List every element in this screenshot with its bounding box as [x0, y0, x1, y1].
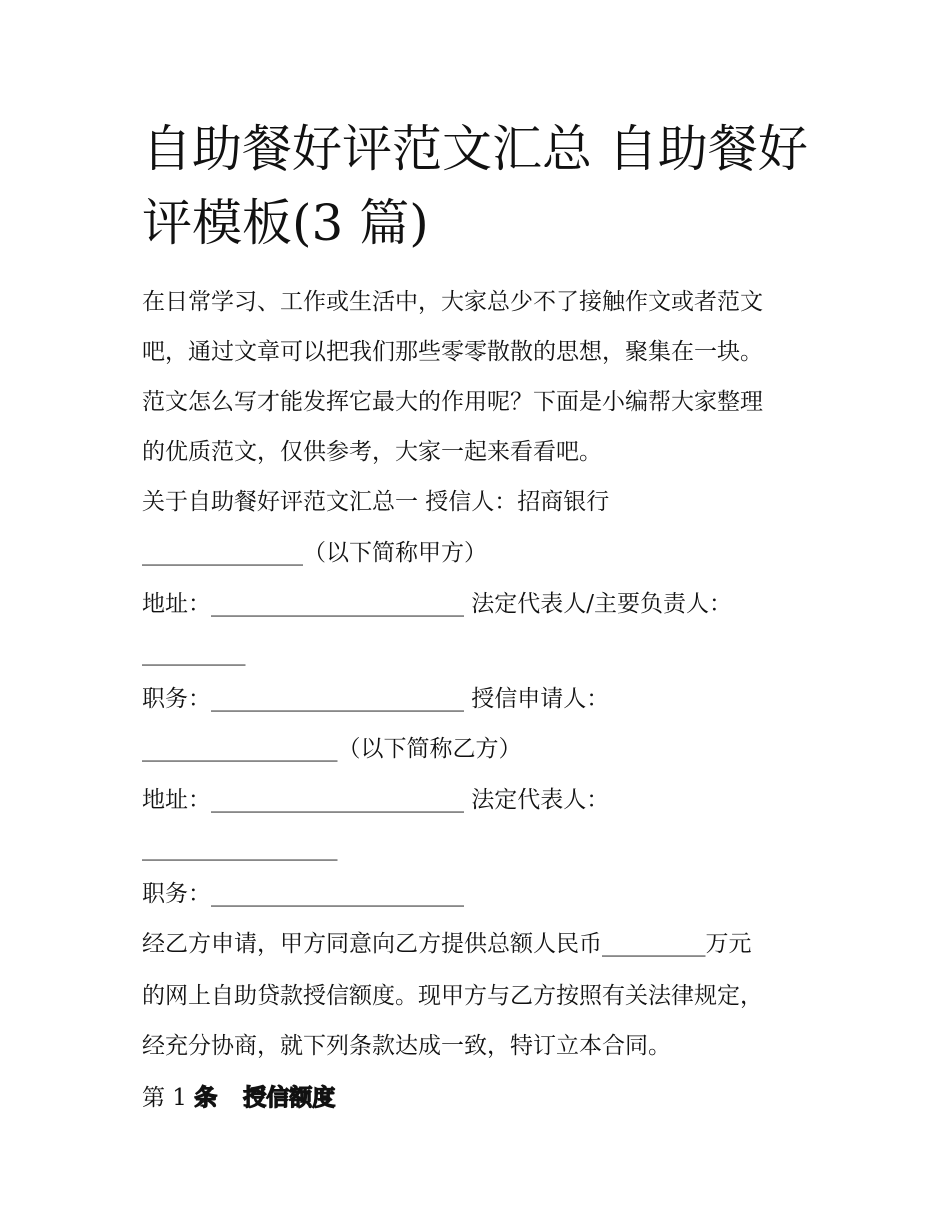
body-line-1: 在日常学习、工作或生活中，大家总少不了接触作文或者范文 — [142, 289, 763, 315]
body-line-2: 吧，通过文章可以把我们那些零零散散的思想，聚集在一块。 — [142, 339, 763, 365]
body-line-12: _________________ — [142, 835, 338, 861]
body-line-7: 地址：______________________ 法定代表人/主要负责人： — [142, 591, 733, 617]
body-line-13: 职务：______________________ — [142, 881, 464, 907]
article-heading — [142, 1082, 335, 1114]
body-line-15: 的网上自助贷款授信额度。现甲方与乙方按照有关法律规定， — [142, 983, 763, 1009]
body-line-14: 经乙方申请，甲方同意向乙方提供总额人民币_________万元 — [142, 931, 752, 957]
article-prefix: 第 1 — [142, 1085, 195, 1111]
body-line-9: 职务：______________________ 授信申请人： — [142, 686, 610, 712]
body-line-6: ______________（以下简称甲方） — [142, 540, 487, 566]
body-line-8: _________ — [142, 640, 246, 666]
body-line-4: 的优质范文，仅供参考，大家一起来看看吧。 — [142, 439, 602, 465]
article-heading-text: 授信额度 — [243, 1084, 336, 1111]
body-line-3: 范文怎么写才能发挥它最大的作用呢？下面是小编帮大家整理 — [142, 389, 763, 415]
body-line-10: _________________（以下简称乙方） — [142, 736, 522, 762]
document-title: 自助餐好评范文汇总 自助餐好评模板(3 篇) — [142, 120, 808, 252]
body-line-11: 地址：______________________ 法定代表人： — [142, 787, 610, 813]
article-char: 条 — [194, 1084, 218, 1111]
body-line-16: 经充分协商，就下列条款达成一致，特订立本合同。 — [142, 1033, 671, 1059]
body-line-5: 关于自助餐好评范文汇总一 授信人：招商银行 — [142, 489, 610, 515]
